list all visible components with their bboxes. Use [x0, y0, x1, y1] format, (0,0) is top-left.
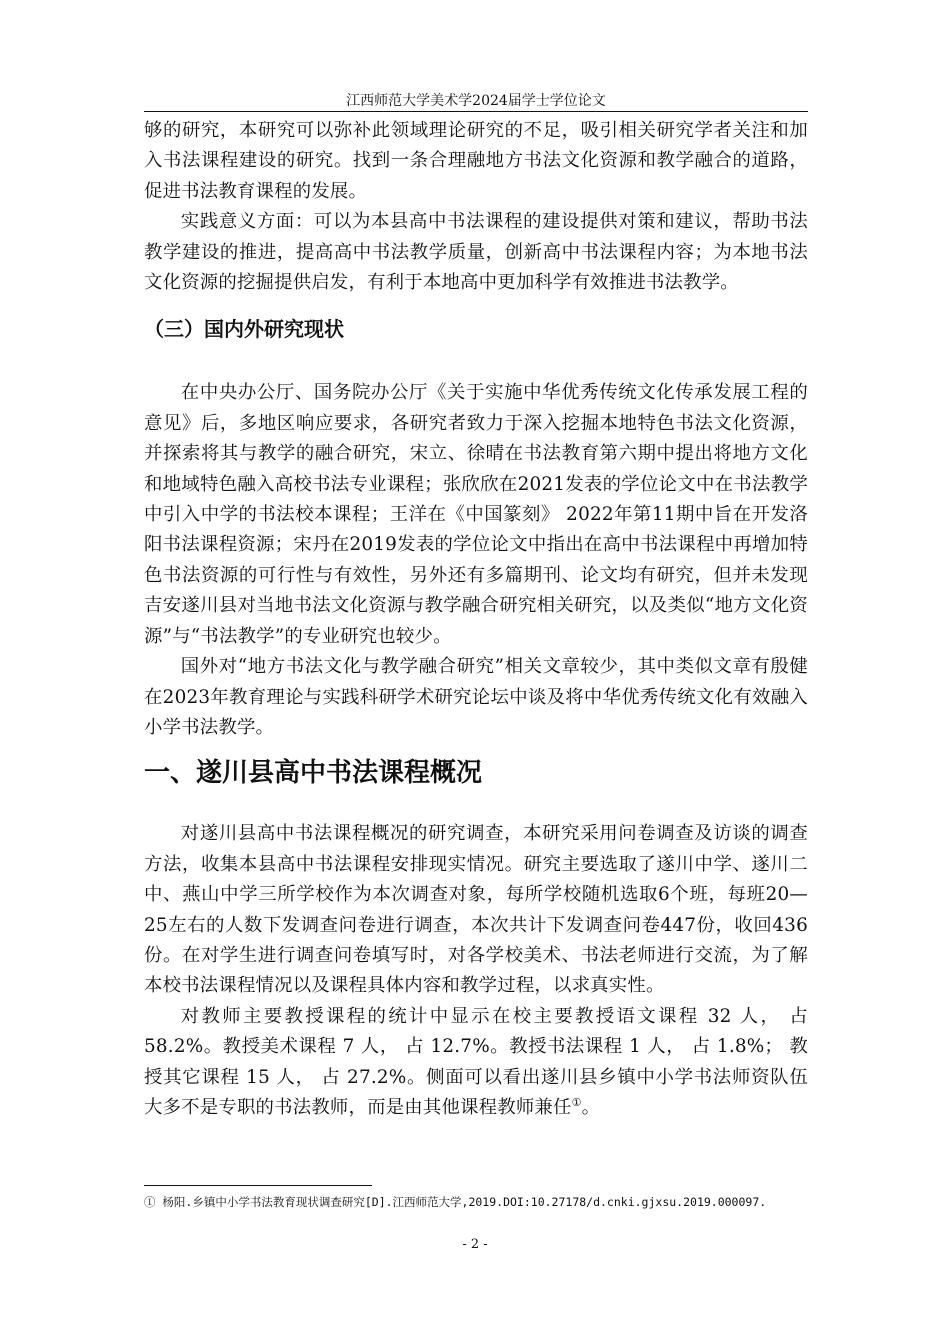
paragraph-domestic-research: 在中央办公厅、国务院办公厅《关于实施中华优秀传统文化传承发展工程的意见》后，多地区响应要求，各研究者致力于深入挖掘本地特色书法文化资源，并探索将其与教学的融合研究，宋立、徐晴在书法教育第六期中提出将地方文化和地域特色融入高校书法专业课程；张欣欣在2021发表的学位论文中在书法教学中引入中学的书法校本课程；王洋在《中国篆刻》 2022年第11期中旨在开发洛阳书法课程资源；宋丹在2019发表的学位论文中指出在高中书法课程中再增加特色书法资源的可行性与有效性，另外还有多篇期刊、论文均有研究，但并未发现吉安遂川县对当地书法文化资源与教学融合研究相关研究，以及类似“地方文化资源”与“书法教学”的专业研究也较少。 — [144, 382, 808, 647]
footnote-mark: ① — [144, 1195, 156, 1209]
running-header — [144, 92, 808, 112]
header-title: 江西师范大学美术学2024届学士学位论文 — [346, 93, 606, 109]
header-rule — [144, 111, 808, 112]
footnote-rule — [144, 1185, 372, 1186]
teacher-statistics-end: 。 — [581, 1096, 601, 1118]
paragraph-practical-significance: 实践意义方面：可以为本县高中书法课程的建设提供对策和建议，帮助书法教学建设的推进，提高高中书法教学质量，创新高中书法课程内容；为本地书法文化资源的挖掘提供启发，有利于本地高中更加科学有效推进书法教学。 — [144, 211, 808, 294]
footnote — [144, 1191, 808, 1213]
subheading-research-status: （三）国内外研究现状 — [144, 317, 344, 342]
page-number: - 2 - — [462, 1237, 488, 1252]
teacher-statistics-text: 对教师主要教授课程的统计中显示在校主要教授语文课程 32 人， 占58.2%。教授美术课程 7 人， 占 12.7%。教授书法课程 1 人， 占 1.8%； 教授其它课程 15 人， 占 27.2%。侧面可以看出遂川县乡镇中小学书法师资队伍大多不是专职的书法教师，而是由其他课程教师兼任 — [144, 1005, 808, 1118]
paragraph-survey-method: 对遂川县高中书法课程概况的研究调查，本研究采用问卷调查及访谈的调查方法，收集本县高中书法课程安排现实情况。研究主要选取了遂川中学、遂川二中、燕山中学三所学校作为本次调查对象，每所学校随机选取6个班，每班20—25左右的人数下发调查问卷进行调查，本次共计下发调查问卷447份，收回436份。在对学生进行调查问卷填写时，对各学校美术、书法老师进行交流，为了解本校书法课程情况以及课程具体内容和教学过程，以求真实性。 — [144, 823, 808, 997]
footnote-reference[interactable]: ① — [571, 1095, 582, 1109]
footnote-text: 杨阳.乡镇中小学书法教育现状调查研究[D].江西师范大学,2019.DOI:10.27178/d.cnki.gjxsu.2019.000097. — [155, 1195, 767, 1209]
paragraph-theory-continued: 够的研究，本研究可以弥补此领域理论研究的不足，吸引相关研究学者关注和加入书法课程建设的研究。找到一条合理融地方书法文化资源和教学融合的道路，促进书法教育课程的发展。 — [144, 120, 808, 202]
paragraph-teacher-statistics — [144, 1002, 808, 1124]
page-body — [144, 116, 808, 1123]
paragraph-foreign-research: 国外对“地方书法文化与教学融合研究”相关文章较少，其中类似文章有殷健在2023年教育理论与实践科研学术研究论坛中谈及将中华优秀传统文化有效融入小学书法教学。 — [144, 656, 808, 738]
section-heading-overview: 一、遂川县高中书法课程概况 — [144, 758, 483, 789]
